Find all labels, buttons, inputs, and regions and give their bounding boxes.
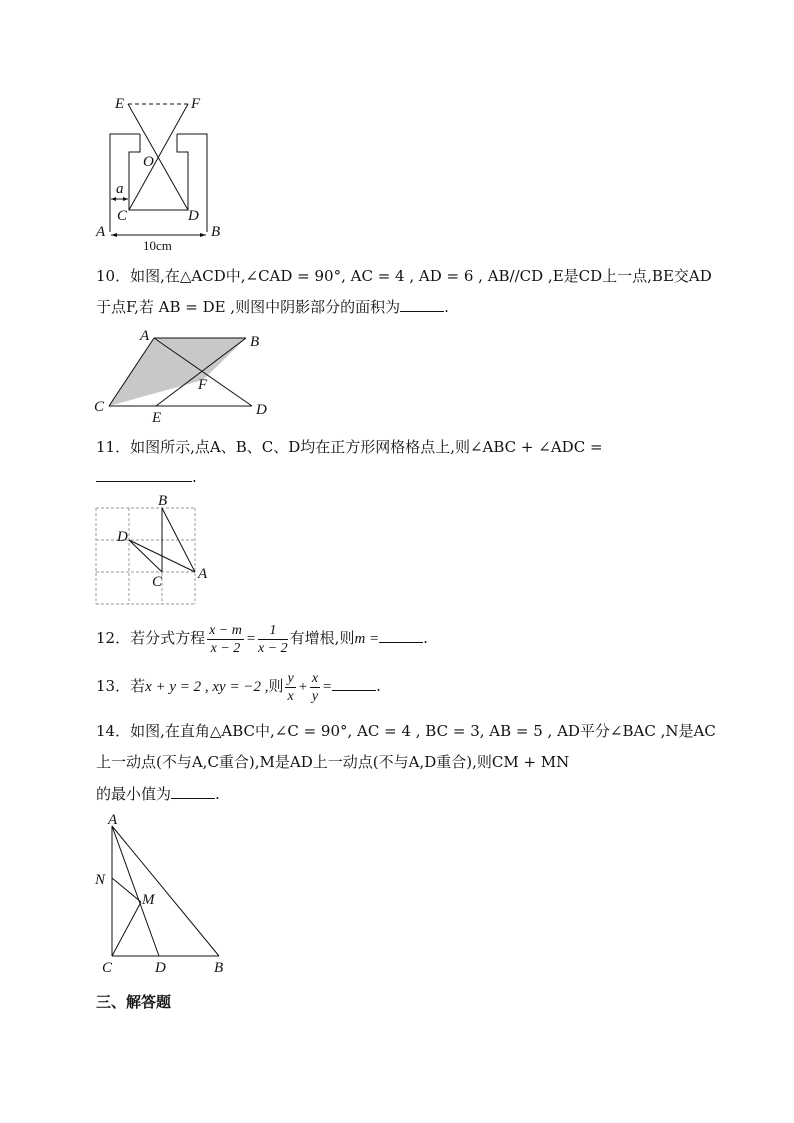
figure-q14-triangle [88, 812, 238, 978]
q14-period: . [215, 785, 220, 803]
q12-line [96, 618, 428, 659]
label-D: D [256, 402, 267, 418]
q13-equals: = [322, 679, 333, 695]
answer-blank-q11[interactable] [96, 467, 192, 482]
label-M: M [142, 892, 155, 908]
label-A: A [96, 224, 106, 240]
label-A: A [108, 812, 118, 828]
q12-var: m = [354, 631, 380, 647]
label-B: B [211, 224, 221, 240]
label-D: D [117, 529, 128, 545]
label-O: O [143, 154, 154, 170]
label-C: C [152, 574, 163, 590]
label-B: B [250, 334, 260, 350]
q12-fraction-left: $\frac{x - m}{x - 2}$ [209, 622, 242, 656]
label-C: C [94, 399, 105, 415]
label-A: A [198, 566, 208, 582]
q10-line1: 10．如图,在△ACD中,∠CAD = 90°, AC = 4 , AD = 6 , AB//CD ,E是CD上一点,BE交AD [96, 267, 712, 285]
label-B: B [214, 960, 224, 976]
label-N: N [95, 872, 106, 888]
q14-line2: 上一动点(不与A,C重合),M是AD上一动点(不与A,D重合),则CM + MN [96, 753, 570, 771]
q14-line3-text: 的最小值为 [96, 785, 172, 803]
q13-text: 13．若 [96, 677, 146, 695]
q13-condition: x + y = 2 , xy = −2 , [145, 679, 269, 695]
answer-blank-q12[interactable] [379, 628, 423, 643]
q13-plus: + [297, 679, 308, 695]
q10-line2 [96, 297, 449, 317]
label-D: D [188, 208, 199, 224]
q13-fraction-left: $\frac{y}{x}$ [287, 670, 294, 704]
label-E: E [115, 96, 125, 112]
figure-q11-grid [92, 492, 222, 608]
q11-line1: 11．如图所示,点A、B、C、D均在正方形网格格点上,则∠ABC + ∠ADC = [96, 438, 603, 456]
label-D: D [155, 960, 166, 976]
q14-line1: 14．如图,在直角△ABC中,∠C = 90°, AC = 4 , BC = 3, AB = 5 , AD平分∠BAC ,N是AC [96, 722, 716, 740]
q13-period: . [376, 677, 381, 695]
label-A: A [140, 328, 150, 344]
q12-period: . [423, 629, 428, 647]
q13-fraction-right: $\frac{x}{y}$ [311, 670, 319, 704]
label-C: C [117, 208, 128, 224]
label-C: C [102, 960, 113, 976]
label-width: 10cm [143, 238, 172, 252]
figure-q10-parallelogram [90, 326, 280, 426]
q12-equals: = [245, 631, 256, 647]
figure-crossed-frame [90, 92, 230, 252]
q10-line2-text: 于点F,若 AB = DE ,则图中阴影部分的面积为 [96, 298, 401, 316]
answer-blank-q14[interactable] [171, 784, 215, 799]
q12-middle: 有增根,则 [289, 629, 355, 647]
label-a: a [116, 181, 124, 197]
section-heading: 三、解答题 [96, 993, 172, 1011]
q12-text: 12．若分式方程 [96, 629, 206, 647]
answer-blank-q10[interactable] [400, 297, 444, 312]
q10-period: . [444, 298, 449, 316]
q13-then: 则 [268, 677, 284, 695]
label-E: E [152, 410, 162, 426]
q12-fraction-right: $\frac{1}{x - 2}$ [258, 622, 288, 656]
q13-line [96, 666, 381, 707]
q14-line3 [96, 784, 220, 804]
label-F: F [198, 377, 208, 393]
label-B: B [158, 493, 168, 509]
q11-line2 [96, 467, 197, 487]
shaded-region [109, 338, 246, 406]
q11-period: . [192, 468, 197, 486]
label-F: F [191, 96, 201, 112]
answer-blank-q13[interactable] [332, 676, 376, 691]
